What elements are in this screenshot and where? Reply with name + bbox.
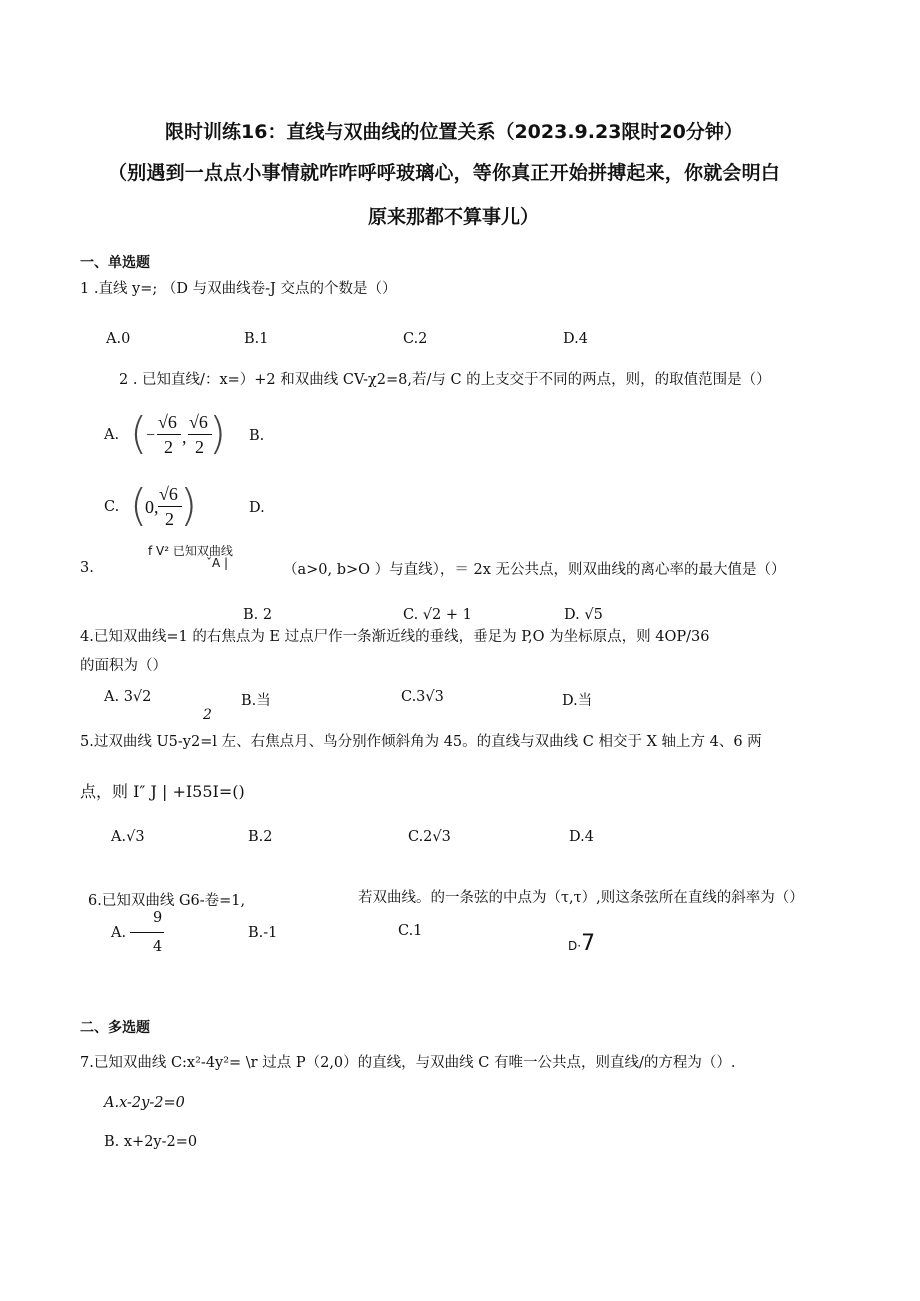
question-3-number: 3.	[80, 560, 94, 576]
minus-sign: −	[146, 427, 156, 444]
q6-option-a-label: A.	[111, 925, 127, 941]
fraction-bar	[158, 506, 182, 507]
question-4-line1: 4.已知双曲线=1 的右焦点为 E 过点尸作一条渐近线的垂线，垂足为 P,O 为坐标原点，则 4OP/36	[80, 629, 710, 645]
fraction-denominator: 4	[153, 939, 163, 955]
q3-option-d: D. √5	[564, 607, 603, 623]
q6-option-d-value: 7	[581, 931, 596, 956]
q7-option-a: A.x-2y-2=0	[104, 1095, 185, 1111]
fraction-bar	[157, 434, 181, 435]
q4-option-c: C.3√3	[401, 689, 444, 705]
right-paren: )	[180, 480, 198, 531]
q1-option-b: B.1	[244, 331, 269, 347]
zero-comma: 0,	[145, 497, 159, 517]
question-3: （a>0, b>O ）与直线），＝ 2x 无公共点，则双曲线的离心率的最大值是（）	[283, 562, 786, 578]
question-7: 7.已知双曲线 C:x²-4y²= \r 过点 P（2,0）的直线，与双曲线 C 有唯一公共点，则直线/的方程为（）.	[80, 1055, 736, 1071]
section-single-choice: 一、单选题	[80, 255, 150, 271]
q7-option-b: B. x+2y-2=0	[104, 1134, 198, 1150]
fraction-numerator: √6	[159, 484, 178, 504]
section-multi-choice: 二、多选题	[80, 1020, 150, 1036]
q4-option-b: B.当	[241, 693, 271, 709]
question-6-left: 6.已知双曲线 G6-卷=1,	[88, 893, 246, 909]
fraction-numerator: √6	[158, 412, 177, 432]
fraction-bar	[130, 932, 164, 933]
q3-garbled-mid: ˇA |	[206, 556, 229, 570]
q5-option-c: C.2√3	[408, 829, 451, 845]
question-1: 1 .直线 y=; （D 与双曲线卷-J 交点的个数是（）	[80, 281, 397, 297]
q1-option-d: D.4	[563, 331, 588, 347]
q6-option-d-label: D·	[568, 939, 582, 953]
q6-option-c: C.1	[398, 923, 423, 939]
q3-option-b: B. 2	[243, 607, 273, 623]
q2-option-c-label: C.	[104, 499, 120, 515]
fraction-denominator: 2	[164, 437, 173, 457]
fraction-numerator: 9	[153, 910, 163, 926]
right-paren: )	[209, 408, 227, 459]
page-subtitle-line1: （别遇到一点点小事情就咋咋呼呼玻璃心，等你真正开始拼搏起来，你就会明白	[108, 162, 781, 184]
q2-option-b: B.	[249, 428, 265, 444]
question-5-line1: 5.过双曲线 U5-y2=l 左、右焦点月、鸟分别作倾斜角为 45。的直线与双曲线 C 相交于 X 轴上方 4、6 两	[80, 734, 762, 750]
page-subtitle-line2: 原来那都不算事儿）	[368, 206, 540, 228]
left-paren: (	[130, 408, 148, 459]
q2-option-a-label: A.	[104, 427, 120, 443]
q5-option-b: B.2	[248, 829, 273, 845]
q3-garbled-top: f V² 已知双曲线	[148, 544, 233, 558]
question-2: 2 . 已知直线/：x=）+2 和双曲线 CV-χ2=8,若/与 C 的上支交于不同的两点，则，的取值范围是（）	[119, 372, 771, 388]
q1-option-a: A.0	[106, 331, 131, 347]
comma: ,	[182, 427, 187, 447]
q2-option-d: D.	[249, 500, 265, 516]
page-title: 限时训练16：直线与双曲线的位置关系（2023.9.23限时20分钟）	[165, 121, 743, 143]
left-paren: (	[130, 480, 148, 531]
q4-option-d: D.当	[562, 693, 593, 709]
q3-option-c: C. √2 + 1	[403, 607, 472, 623]
q6-option-d	[568, 931, 595, 956]
q5-superscript: 2	[203, 707, 212, 723]
q5-option-d: D.4	[569, 829, 594, 845]
question-5-line2: 点，则 I″ J | +I55I=()	[80, 782, 245, 801]
fraction-denominator: 2	[165, 509, 174, 529]
q1-option-c: C.2	[403, 331, 428, 347]
q5-option-a: A.√3	[111, 829, 145, 845]
question-4-line2: 的面积为（）	[80, 658, 167, 674]
q6-option-b: B.-1	[248, 925, 278, 941]
fraction-numerator: √6	[189, 412, 208, 432]
fraction-denominator: 2	[195, 437, 204, 457]
question-6-right: 若双曲线。的一条弦的中点为（τ,τ）,则这条弦所在直线的斜率为（）	[358, 890, 804, 906]
q4-option-a: A. 3√2	[104, 689, 152, 705]
